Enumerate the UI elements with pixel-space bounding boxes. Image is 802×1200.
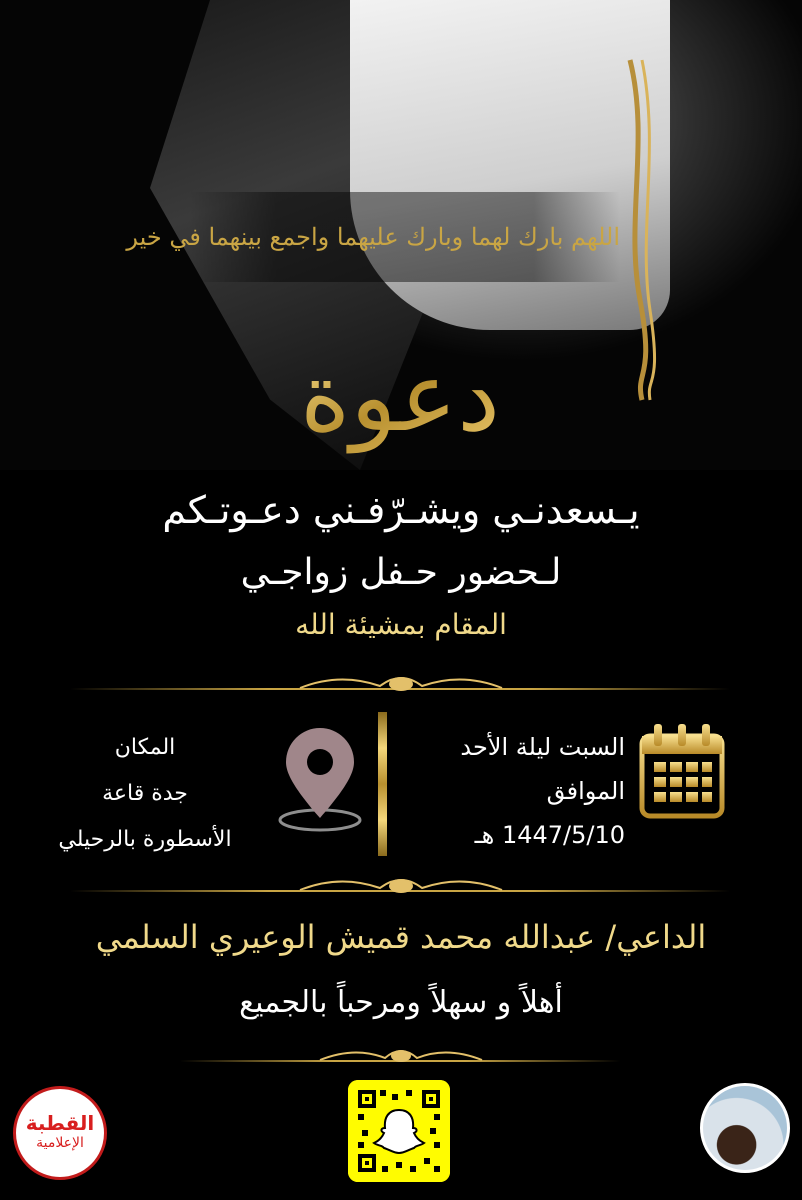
host-name: الداعي/ عبدالله محمد قميش الوعيري السلمي: [95, 918, 707, 956]
date-value: 1447/5/10 هـ: [474, 821, 625, 849]
invite-line-2: لـحضور حـفل زواجـي: [240, 552, 562, 593]
profile-avatar: [700, 1083, 790, 1173]
gold-vertical-separator: [378, 712, 387, 856]
invite-line-1: يـسعدنـي ويشـرّفـني دعـوتـكم: [162, 488, 640, 532]
location-pin-icon: [272, 728, 368, 836]
dawa-calligraphy-title: [300, 315, 500, 465]
media-logo-title: القطبة: [25, 1111, 95, 1135]
venue-label: المكان: [114, 735, 176, 760]
dua-calligraphy: اللهم بارك لهما وبارك عليهما واجمع بينهما في خير: [190, 192, 620, 282]
gold-cord-decoration: [620, 60, 660, 400]
date-details: [400, 725, 625, 857]
gold-ornament-divider: [0, 668, 802, 698]
venue-details: [30, 725, 260, 863]
invite-line-3: المقام بمشيئة الله: [295, 608, 507, 641]
date-corresponding-label: الموافق: [546, 777, 625, 805]
venue-city-hall: جدة قاعة: [102, 781, 188, 806]
welcome-message: أهلاً و سهلاً ومرحباً بالجميع: [239, 985, 563, 1020]
hero-photo: [0, 0, 802, 470]
gold-ornament-divider: [0, 870, 802, 900]
media-logo-subtitle: الإعلامية: [36, 1135, 84, 1151]
calendar-icon: [640, 722, 724, 818]
media-logo-badge: [13, 1086, 107, 1180]
gold-ornament-divider: [0, 1040, 802, 1070]
date-day: السبت ليلة الأحد: [460, 733, 625, 761]
venue-name: الأسطورة بالرحيلي: [58, 827, 232, 852]
snapchat-qr-code[interactable]: [348, 1080, 450, 1182]
dawa-title-text: دعوة: [300, 341, 500, 453]
